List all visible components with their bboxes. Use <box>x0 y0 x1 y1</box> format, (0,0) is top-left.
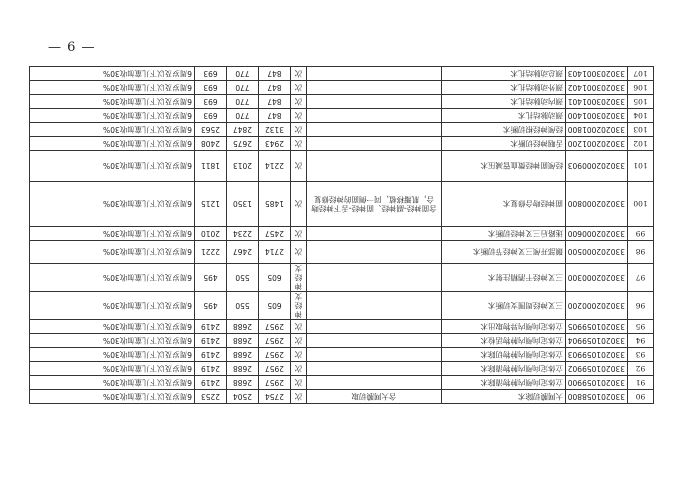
remark: 6周岁及以下儿童加收30% <box>30 334 195 348</box>
unit: 神经支 <box>291 292 307 320</box>
item-note <box>307 376 442 390</box>
unit: 次 <box>291 137 307 151</box>
item-note <box>307 151 442 182</box>
price-tier-3: 693 <box>195 67 227 81</box>
price-tier-2: 1350 <box>227 182 259 227</box>
row-number: 105 <box>628 95 654 109</box>
item-name: 颈外动脉结扎术 <box>442 81 566 95</box>
table-row <box>30 67 654 81</box>
item-code: 330201058800 <box>566 390 628 404</box>
table-row <box>30 81 654 95</box>
item-code: 330203001402 <box>566 81 628 95</box>
price-tier-1: 2957 <box>259 320 291 334</box>
row-number: 102 <box>628 137 654 151</box>
price-tier-3: 495 <box>195 264 227 292</box>
price-tier-1: 2754 <box>259 390 291 404</box>
row-number: 92 <box>628 362 654 376</box>
item-name: 迷路后三叉神经切断术 <box>442 227 566 241</box>
price-tier-3: 2419 <box>195 362 227 376</box>
item-note <box>307 137 442 151</box>
item-note <box>307 95 442 109</box>
item-code: 330202001800 <box>566 123 628 137</box>
price-tier-1: 2943 <box>259 137 291 151</box>
item-name: 颞部开颅三叉神经节切断术 <box>442 241 566 264</box>
table-row <box>30 241 654 264</box>
unit: 次 <box>291 334 307 348</box>
row-number: 90 <box>628 390 654 404</box>
price-tier-2: 550 <box>227 292 259 320</box>
row-number: 99 <box>628 227 654 241</box>
item-code: 330201059900 <box>566 376 628 390</box>
table-row <box>30 390 654 404</box>
unit: 次 <box>291 362 307 376</box>
page-number: — 6 — <box>48 40 96 55</box>
row-number: 106 <box>628 81 654 95</box>
item-name: 大网膜切除术 <box>442 390 566 404</box>
price-tier-1: 2214 <box>259 151 291 182</box>
item-name: 经颅神经根切断术 <box>442 123 566 137</box>
price-tier-3: 495 <box>195 292 227 320</box>
row-number: 103 <box>628 123 654 137</box>
item-note: 含大网膜切取 <box>307 390 442 404</box>
remark: 6周岁及以下儿童加收30% <box>30 348 195 362</box>
item-code: 330201059903 <box>566 348 628 362</box>
price-tier-2: 2504 <box>227 390 259 404</box>
item-note <box>307 109 442 123</box>
item-name: 立体定向颅内肿物活检术 <box>442 334 566 348</box>
price-tier-1: 1485 <box>259 182 291 227</box>
item-note <box>307 320 442 334</box>
price-tier-1: 847 <box>259 109 291 123</box>
item-note <box>307 227 442 241</box>
unit: 次 <box>291 109 307 123</box>
remark: 6周岁及以下儿童加收30% <box>30 182 195 227</box>
price-tier-3: 693 <box>195 109 227 123</box>
item-note <box>307 67 442 81</box>
remark: 6周岁及以下儿童加收30% <box>30 67 195 81</box>
price-tier-3: 2419 <box>195 376 227 390</box>
item-name: 颈内动脉结扎术 <box>442 95 566 109</box>
table-row <box>30 137 654 151</box>
row-number: 100 <box>628 182 654 227</box>
row-number: 96 <box>628 292 654 320</box>
price-tier-2: 2688 <box>227 334 259 348</box>
remark: 6周岁及以下儿童加收30% <box>30 241 195 264</box>
price-tier-3: 1215 <box>195 182 227 227</box>
remark: 6周岁及以下儿童加收30% <box>30 376 195 390</box>
remark: 6周岁及以下儿童加收30% <box>30 95 195 109</box>
table-row <box>30 151 654 182</box>
item-name: 立体定向颅内异物取出术 <box>442 320 566 334</box>
price-tier-3: 2563 <box>195 123 227 137</box>
price-tier-1: 2714 <box>259 241 291 264</box>
item-code: 330201059904 <box>566 334 628 348</box>
item-note <box>307 264 442 292</box>
price-tier-2: 2688 <box>227 376 259 390</box>
price-tier-3: 2419 <box>195 320 227 334</box>
item-note <box>307 123 442 137</box>
unit: 次 <box>291 151 307 182</box>
row-number: 94 <box>628 334 654 348</box>
price-tier-2: 2234 <box>227 227 259 241</box>
table-row <box>30 182 654 227</box>
price-tier-1: 605 <box>259 292 291 320</box>
item-code: 330203001403 <box>566 67 628 81</box>
price-tier-1: 847 <box>259 81 291 95</box>
price-tier-2: 2467 <box>227 241 259 264</box>
price-tier-2: 770 <box>227 109 259 123</box>
item-note <box>307 292 442 320</box>
item-code: 330201059902 <box>566 362 628 376</box>
item-code: 330202000300 <box>566 264 628 292</box>
remark: 6周岁及以下儿童加收30% <box>30 292 195 320</box>
table-row <box>30 95 654 109</box>
unit: 次 <box>291 182 307 227</box>
unit: 次 <box>291 320 307 334</box>
table-row <box>30 109 654 123</box>
unit: 次 <box>291 95 307 109</box>
price-tier-3: 693 <box>195 81 227 95</box>
item-name: 三叉神经干酒精注射术 <box>442 264 566 292</box>
remark: 6周岁及以下儿童加收30% <box>30 362 195 376</box>
item-code: 330203001401 <box>566 95 628 109</box>
item-code: 330202001200 <box>566 137 628 151</box>
row-number: 107 <box>628 67 654 81</box>
remark: 6周岁及以下儿童加收30% <box>30 227 195 241</box>
item-note <box>307 362 442 376</box>
remark: 6周岁及以下儿童加收30% <box>30 390 195 404</box>
price-tier-2: 2013 <box>227 151 259 182</box>
price-tier-3: 2419 <box>195 334 227 348</box>
price-tier-1: 605 <box>259 264 291 292</box>
remark: 6周岁及以下儿童加收30% <box>30 264 195 292</box>
price-tier-2: 770 <box>227 81 259 95</box>
item-note <box>307 348 442 362</box>
item-code: 330202000800 <box>566 182 628 227</box>
remark: 6周岁及以下儿童加收30% <box>30 137 195 151</box>
item-code: 330201059905 <box>566 320 628 334</box>
item-name: 经颅面神经微血管减压术 <box>442 151 566 182</box>
price-tier-1: 847 <box>259 95 291 109</box>
price-tier-2: 2675 <box>227 137 259 151</box>
item-code: 330202000500 <box>566 241 628 264</box>
item-note <box>307 241 442 264</box>
unit: 次 <box>291 123 307 137</box>
item-code: 330202000200 <box>566 292 628 320</box>
item-code: 330202000903 <box>566 151 628 182</box>
fee-table <box>29 66 654 404</box>
price-tier-3: 2221 <box>195 241 227 264</box>
price-tier-1: 847 <box>259 67 291 81</box>
price-tier-3: 2419 <box>195 348 227 362</box>
remark: 6周岁及以下儿童加收30% <box>30 151 195 182</box>
price-tier-3: 2010 <box>195 227 227 241</box>
unit: 次 <box>291 81 307 95</box>
price-tier-2: 2688 <box>227 348 259 362</box>
table-row <box>30 123 654 137</box>
row-number: 104 <box>628 109 654 123</box>
item-name: 舌咽神经切断术 <box>442 137 566 151</box>
price-tier-2: 2688 <box>227 320 259 334</box>
price-tier-1: 2457 <box>259 227 291 241</box>
price-tier-1: 2957 <box>259 348 291 362</box>
item-name: 立体定向颅内肿物清除术 <box>442 376 566 390</box>
price-tier-1: 2957 <box>259 362 291 376</box>
item-name: 面神经吻合修复术 <box>442 182 566 227</box>
table-row <box>30 264 654 292</box>
table-row <box>30 292 654 320</box>
remark: 6周岁及以下儿童加收30% <box>30 109 195 123</box>
item-name: 立体定向颅内肿物清除术 <box>442 362 566 376</box>
price-tier-3: 2253 <box>195 390 227 404</box>
item-name: 颈总动脉结扎术 <box>442 67 566 81</box>
price-tier-3: 1811 <box>195 151 227 182</box>
remark: 6周岁及以下儿童加收30% <box>30 81 195 95</box>
unit: 次 <box>291 227 307 241</box>
item-name: 立体定向颅内肿物切除术 <box>442 348 566 362</box>
unit: 次 <box>291 348 307 362</box>
table-row <box>30 334 654 348</box>
row-number: 101 <box>628 151 654 182</box>
price-tier-2: 2688 <box>227 362 259 376</box>
unit: 次 <box>291 67 307 81</box>
unit: 次 <box>291 241 307 264</box>
table-row <box>30 362 654 376</box>
item-name: 三叉神经周围支切断术 <box>442 292 566 320</box>
item-code: 330203001400 <box>566 109 628 123</box>
table-row <box>30 320 654 334</box>
item-code: 330202000600 <box>566 227 628 241</box>
remark: 6周岁及以下儿童加收30% <box>30 123 195 137</box>
item-note <box>307 81 442 95</box>
price-tier-2: 770 <box>227 95 259 109</box>
price-tier-1: 3132 <box>259 123 291 137</box>
price-tier-1: 2957 <box>259 334 291 348</box>
table-row <box>30 348 654 362</box>
row-number: 93 <box>628 348 654 362</box>
table-row <box>30 227 654 241</box>
row-number: 97 <box>628 264 654 292</box>
price-tier-2: 550 <box>227 264 259 292</box>
price-tier-3: 2408 <box>195 137 227 151</box>
price-tier-2: 2847 <box>227 123 259 137</box>
table-row <box>30 376 654 390</box>
price-tier-1: 2957 <box>259 376 291 390</box>
unit: 次 <box>291 390 307 404</box>
row-number: 91 <box>628 376 654 390</box>
item-note <box>307 334 442 348</box>
row-number: 95 <box>628 320 654 334</box>
unit: 神经支 <box>291 264 307 292</box>
price-tier-3: 693 <box>195 95 227 109</box>
price-tier-2: 770 <box>227 67 259 81</box>
remark: 6周岁及以下儿童加收30% <box>30 320 195 334</box>
unit: 次 <box>291 376 307 390</box>
item-note: 含面神经-副神经、面神经-舌下神经吻合，肌瓣移植，同一侧面的神经修复 <box>307 182 442 227</box>
item-name: 颈动脉结扎术 <box>442 109 566 123</box>
row-number: 98 <box>628 241 654 264</box>
